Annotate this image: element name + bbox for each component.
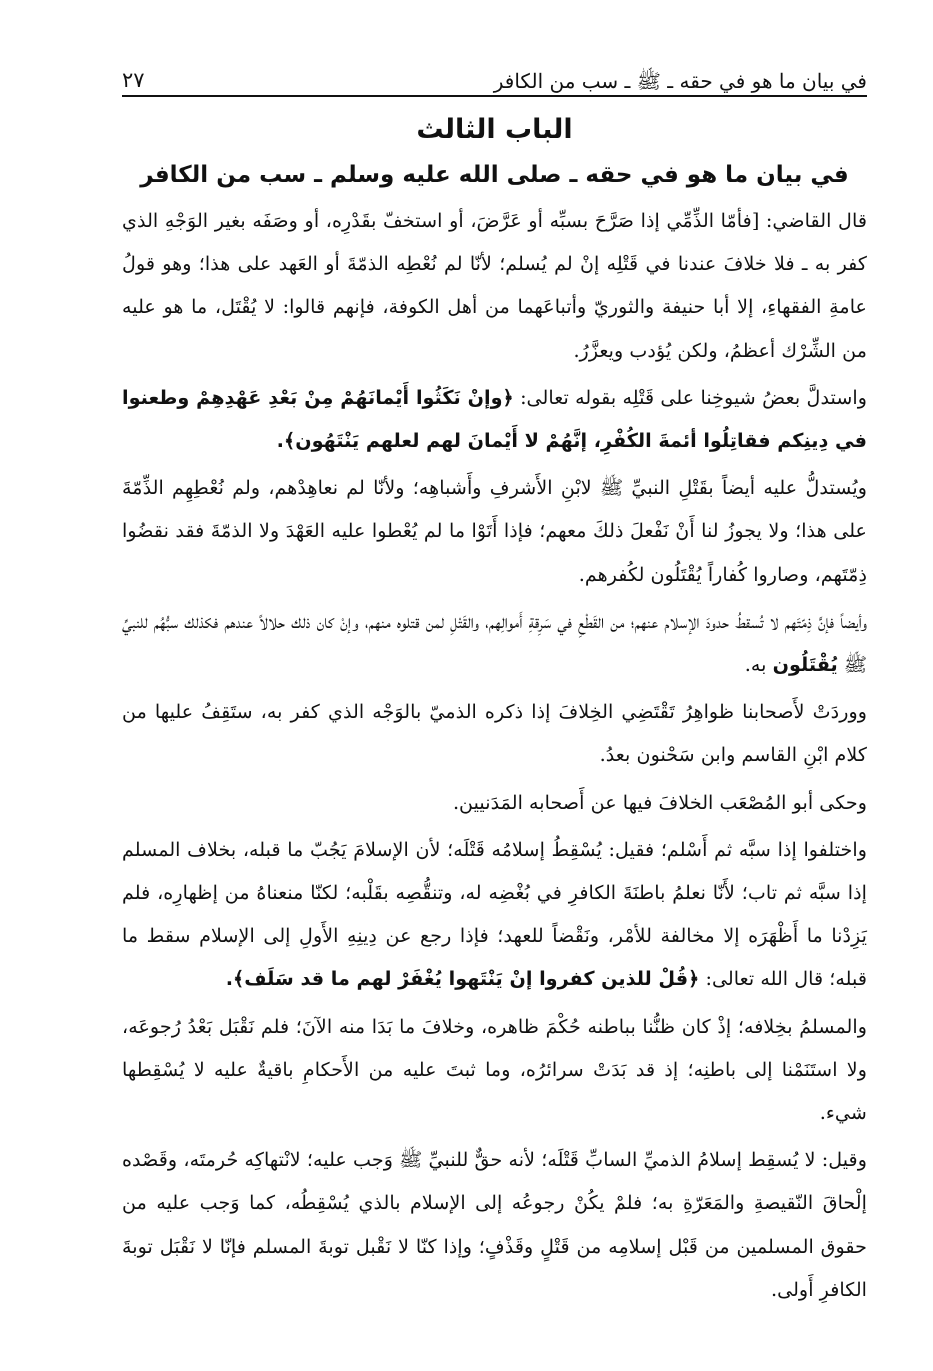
paragraph-4-bold: يُقْتَلُون — [772, 653, 838, 677]
paragraph-3: ويُستدلُّ عليه أيضاً بقَتْلِ النبيِّ ﷺ لابْنِ الأَشرفِ وأَشباهِه؛ ولأنّا لم نعاهِدْهم، ولم نُعْطِهِم الذِّمّةَ على هذا؛ ولا يجوزُ لنا أَنْ نَفْعلَ ذلكَ معهم؛ فإذا أَتَوْا ما لم يُعْطوا عليه العَهْدَ ولا الذمّةَ فقد نقضُوا ذِمّتَهم، وصاروا كُفاراً يُقْتَلُون لكُفرهم. — [122, 476, 867, 586]
running-title: في بيان ما هو في حقه ـ ﷺ ـ سب من الكافر — [493, 69, 867, 93]
paragraph-2-text: واستدلَّ بعضُ شيوخِنا على قَتْلِه بقوله تعالى: — [513, 385, 867, 409]
paragraph-5: ووردَتْ لأَصحابنا ظواهِرُ تَقْتَضِي الخِلافَ إذا ذكره الذميّ بالوَجْه الذي كفر به، ستَقِفُ عليها من كلام ابْنِ القاسم وابن سَحْنون بعدُ. — [122, 700, 867, 767]
paragraph-7-text: واختلفوا إذا سبَّه ثم أَسْلم؛ فقيل: يُسْقِطُ إسلامُه قَتْلَه؛ لأن الإسلامَ يَجُبّ ما قبله، بخلاف المسلم إذا سبَّه ثم تاب؛ لأَنّا نعلمُ باطنَةَ الكافرِ في بُغْضِه له، وتنقُّصِه بقَلْبه؛ لكنّا منعناهُ من إظهارِه، فلم يَزِدْنا ما أَظْهَرَه إلا مخالفة للأمْر، ونَقْضاً للعهد؛ فإذا رجع عن دِينِهِ الأَولِ إلى الإسلام سقط ما قبله؛ قال الله تعالى: — [122, 837, 867, 991]
paragraph-8: والمسلمُ بخِلافه؛ إذْ كان ظنُّنا بباطنه حُكْمَ ظاهره، وخلافَ ما بَدَا منه الآنَ؛ فلم نَقْبَل بَعْدُ رُجوعَه، ولا استَنَمْنا إلى باطنِه؛ إذ قد بَدَتْ سرائرُه، وما ثبتَ عليه من الأَحكامِ باقيةٌ عليه لا يُسْقِطها شيء. — [122, 1014, 867, 1125]
running-header — [122, 55, 867, 97]
chapter-title: الباب الثالث — [416, 114, 573, 145]
quran-verse: ﴿قُلْ للذين كفروا إنْ يَنْتَهوا يُغْفَرْ لهم ما قد سَلَف﴾. — [225, 967, 700, 991]
paragraph-1: قال القاضي: [فأمّا الذِّمِّي إذا صَرَّحَ بسبِّه أو عَرَّضَ، أو استخفّ بقَدْرِه، أو وصَفَه بغير الوَجْهِ الذي كفر به ـ فلا خلافَ عندنا في قَتْلِه إنْ لم يُسلم؛ لأنّا لم نُعْطِه الذمّةَ أو العَهد على هذا؛ وهو قولُ عامةِ الفقهاءِ، إلا أبا حنيفة والثوريّ وأتباعَهما من أهل الكوفة، فإنهم قالوا: لا يُقْتَل، ما هو عليه من الشِّرْك أعظمُ، ولكن يُؤدب ويعزَّرُ. — [122, 208, 867, 362]
paragraph-4 — [122, 600, 867, 686]
paragraph-7 — [122, 828, 867, 1001]
chapter-subtitle: في بيان ما هو في حقه ـ صلى الله عليه وسلم ـ سب من الكافر — [140, 161, 849, 188]
paragraph-9: وقيل: لا يُسقِط إسلامُ الذميِّ السابِّ قَتْلَه؛ لأنه حقٌّ للنبيِّ ﷺ وَجب عليه؛ لانْتهاكِه حُرمتَه، وقَصْده إلْحاقَ النّقيصةِ والمَعَرّةِ به؛ فلمْ يكُنْ رجوعُه إلى الإسلام بالذي يُسْقِطُه، كما وَجب عليه من حقوق المسلمين من قَبْل إسلامِه من قَتْلٍ وقَذْفٍ؛ وإذا كنّا لا نَقْبل توبةَ المسلم فإنّا لا نَقْبَل توبةَ الكافرِ أَولى. — [122, 1148, 867, 1301]
book-page — [122, 55, 867, 1311]
paragraph-4-tail: به. — [744, 653, 773, 677]
paragraph-4-text: وأيضاً فإنَّ ذِمّتَهم لا تُسقطُ حدودَ الإسلام عنهم؛ من القَطْعِ في سَرِقةِ أَموالِهم، والقَتْلِ لمن قتلوه منهم، وإنْ كان ذلك حلالاً عندهم فكذلك سبُّهُم للنبيِّ ﷺ — [122, 609, 867, 677]
paragraph-2 — [122, 376, 867, 462]
page-number: ٢٧ — [122, 68, 145, 92]
paragraph-6: وحكى أبو المُصْعَب الخلافَ فيها عن أَصحابه المَدَنيين. — [452, 790, 867, 814]
quran-verse: ﴿وإنْ نَكَثُوا أَيْمانَهُمْ مِنْ بَعْدِ عَهْدِهِمْ وطعنوا في دِينِكم فقاتِلُوا أئمةَ الكُفْرِ، إنَّهُمْ لا أَيْمانَ لهم لعلهم يَنْتَهُون﴾. — [122, 385, 867, 452]
